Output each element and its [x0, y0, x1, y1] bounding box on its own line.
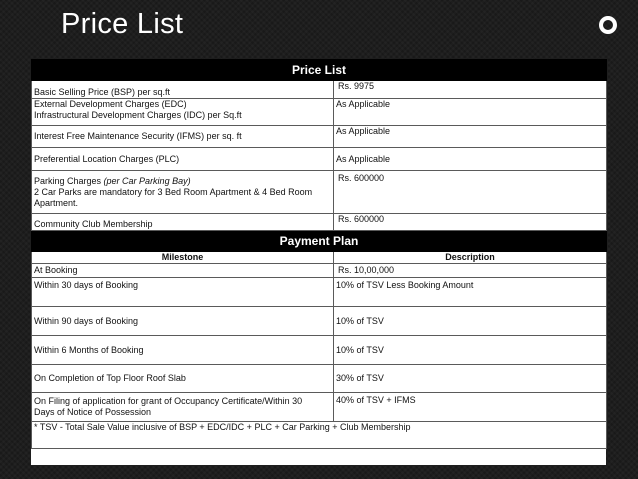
table-row	[32, 214, 607, 231]
table-row	[32, 278, 607, 307]
description-cell: 40% of TSV + IFMS	[334, 393, 607, 422]
plc-label: Preferential Location Charges (PLC)	[32, 148, 334, 171]
tsv-footnote: * TSV - Total Sale Value inclusive of BSP + EDC/IDC + PLC + Car Parking + Club Membership	[32, 422, 607, 449]
parking-label-italic: (per Car Parking Bay)	[103, 175, 191, 186]
table-row	[32, 148, 607, 171]
table-row	[32, 264, 607, 278]
parking-label	[32, 171, 334, 214]
milestone-cell: Within 30 days of Booking	[32, 278, 334, 307]
milestone-cell: On Completion of Top Floor Roof Slab	[32, 365, 334, 393]
plc-value: As Applicable	[334, 148, 607, 171]
payment-plan-heading: Payment Plan	[32, 231, 607, 252]
description-cell: 10% of TSV Less Booking Amount	[334, 278, 607, 307]
milestone-cell: Within 6 Months of Booking	[32, 336, 334, 365]
parking-note-line2: Apartment.	[34, 197, 79, 208]
table-row	[32, 99, 607, 126]
ifms-label: Interest Free Maintenance Security (IFMS) per sq. ft	[32, 126, 334, 148]
description-cell: 10% of TSV	[334, 307, 607, 336]
parking-note-line1: 2 Car Parks are mandatory for 3 Bed Room Apartment & 4 Bed Room	[34, 186, 313, 197]
table-row	[32, 365, 607, 393]
ring-icon	[599, 16, 617, 34]
footnote-row	[32, 422, 607, 449]
parking-value: Rs. 600000	[334, 171, 607, 214]
price-sheet	[31, 59, 606, 465]
table-row	[32, 393, 607, 422]
edc-idc-label	[32, 99, 334, 126]
description-cell: 10% of TSV	[334, 336, 607, 365]
table-row	[32, 171, 607, 214]
edc-idc-value: As Applicable	[334, 99, 607, 126]
parking-label-main: Parking Charges	[34, 175, 104, 186]
description-cell: 30% of TSV	[334, 365, 607, 393]
price-table	[31, 59, 607, 449]
milestone-line1: On Filing of application for grant of Occupancy Certificate/Within 30	[34, 396, 303, 406]
edc-label: External Development Charges (EDC)	[34, 99, 187, 109]
idc-label: Infrastructural Development Charges (IDC) per Sq.ft	[34, 110, 242, 120]
milestone-header: Milestone	[32, 252, 334, 264]
milestone-cell	[32, 393, 334, 422]
milestone-line2: Days of Notice of Possession	[34, 407, 152, 417]
slide-title: Price List	[61, 8, 184, 40]
milestone-cell: Within 90 days of Booking	[32, 307, 334, 336]
table-row	[32, 307, 607, 336]
bsp-value: Rs. 9975	[334, 81, 607, 99]
price-list-heading: Price List	[32, 60, 607, 81]
milestone-cell: At Booking	[32, 264, 334, 278]
column-header-row	[32, 252, 607, 264]
description-cell: Rs. 10,00,000	[334, 264, 607, 278]
table-row	[32, 81, 607, 99]
table-row	[32, 126, 607, 148]
bsp-label: Basic Selling Price (BSP) per sq.ft	[32, 81, 334, 99]
ifms-value: As Applicable	[334, 126, 607, 148]
table-row	[32, 336, 607, 365]
club-value: Rs. 600000	[334, 214, 607, 231]
description-header: Description	[334, 252, 607, 264]
club-label: Community Club Membership	[32, 214, 334, 231]
